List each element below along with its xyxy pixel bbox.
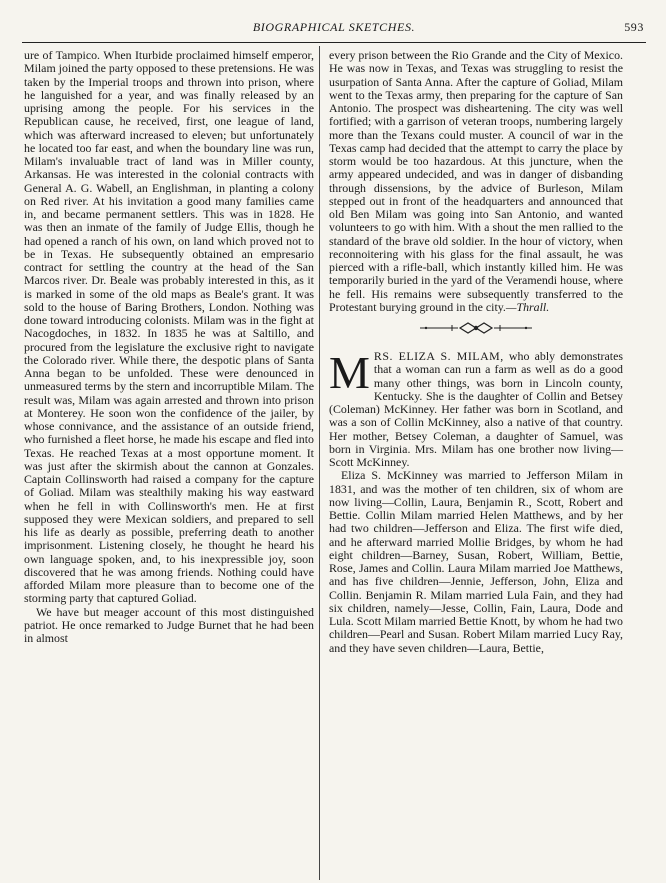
running-header [24,20,644,38]
section-name: RS. ELIZA S. MILAM, [373,349,504,363]
left-column [24,49,314,645]
left-paragraph-2: We have but meager account of this most distinguished patriot. He once remarked to Judge Burnet that he had been in almost [24,604,314,645]
drop-cap: M [329,347,370,398]
section-paragraph-2: Eliza S. McKinney was married to Jefferson Milam in 1831, and was the mother of ten children, six of whom are now living—Collin, Laura, Benjamin R., Scott, Robert and Bettie. Collin Milam married Helen Matthews, and by her had two children—Jefferson and Eliza. The first wife died, and he afterward married Mollie Bridges, by whom he had eight children—Barney, Susan, Robert, William, Bettie, Rose, James and Collin. Laura Milam married Joe Matthews, and has five children—Jennie, Jefferson, John, Eliza and Collin. Benjamin R. Milam married Lula Fain, and they had six children, namely—Jesse, Collin, Fain, Laura, Dode and Lula. Scott Milam married Bettie Knott, by whom he had two children—Pearl and Susan. Robert Milam married Lucy Ray, and they have seven children—Laura, Bettie, [329,468,623,655]
section-paragraph-1 [329,347,623,469]
section-paragraph-1-rest: who ably demonstrates that a woman can run a farm as well as do a good many other things, was born in Lincoln county, Kentucky. She is the daughter of Collin and Betsey (Coleman) McKinney. Her father was born in Scotland, and was a son of Collin McKinney, also a native of that country. Her mother, Betsey Coleman, a daughter of Samuel, was born in Virginia. Mrs. Milam has one brother now living—Scott McKinney. [329,349,623,469]
decorative-scroll-ornament-icon [329,322,623,336]
column-divider [319,46,320,880]
right-column [329,49,623,655]
right-paragraph-1 [329,49,623,314]
attribution: —Thrall. [505,299,550,314]
header-rule [22,42,646,43]
page-number: 593 [624,20,644,34]
running-title: BIOGRAPHICAL SKETCHES. [252,20,416,34]
left-paragraph-1: ure of Tampico. When Iturbide proclaimed himself emperor, Milam joined the party opposed to these pretensions. He was taken by the Imperial troops and thrown into prison, where he languished for a year, and was finally released by an uprising among the people. For his services in the Republican cause, he received, first, one league of land, which was afterward increased to eleven; but unfortunately he located too far east, and when the boundary line was run, Milam's invaluable tract of land was in Miller county, Arkansas. He was interested in the colonial contracts with General A. G. Wabell, an Englishman, in planting a colony on Red river. At his invitation a good many families came in, and became permanent settlers. This was in 1828. He was then an inmate of the family of Judge Ellis, though he had opened a ranch of his own, on land which proved not to be in Texas. He subsequently obtained an empresario contract for settling the country at the head of the San Marcos river. Dr. Beale was probably interested in this, as it is marked in some of the old maps as Beale's grant. It was sold to the house of Baring Brothers, London. Nothing was done toward introducing colonists. Milam was in the fight at Nacogdoches, in 1832. In 1835 he was at Saltillo, and procured from the legislature the exclusive right to navigate the Colorado river. While there, the despotic plans of Santa Anna began to be unfolded. These were denounced in unmeasured terms by the stern and incorruptible Milam. The result was, Milam was again arrested and thrown into prison at Monterey. He soon won the confidence of the jailer, by whose connivance, and the assistance of an outside friend, who furnished a fleet horse, he made his escape and fled into Texas. He reached Texas at a most opportune moment. It was just after the skirmish about the cannon at Gonzales. Captain Collinsworth had raised a company for the capture of Goliad. Milam was stealthily making his way eastward when he fell in with Collinsworth's men. He at first supposed they were Mexican soldiers, and prepared to sell his life as dearly as possible, preferring death to another imprisonment. Listening closely, he thought he heard his own language spoken, and, to his inexpressible joy, soon discovered that he was among friends. Nothing could have afforded Milam more pleasure than to become one of the storming party that captured Goliad. [24,48,314,606]
right-paragraph-1-text: every prison between the Rio Grande and the City of Mexico. He was now in Texas, and Texas was struggling to resist the usurpation of Santa Anna. After the capture of Goliad, Milam went to the Texas army, then preparing for the capture of San Antonio. The prospect was disheartening. The city was well fortified; with a garrison of veteran troops, numbering largely more than the Texans could muster. A council of war in the Texas camp had decided that the attempt to carry the place by storm would be too hazardous. At this juncture, when the army appeared undecided, and was in danger of disbanding through dissensions, by the advice of Burleson, Milam stepped out in front of the headquarters and announced that old Ben Milam was going into San Antonio, and wanted volunteers to go with him. With a shout the men rallied to the standard of the brave old soldier. In the hour of victory, when reconnoitering with his glass for the final assault, he was pierced with a rifle-ball, which instantly killed him. He was temporarily buried in the yard of the Veramendi house, where he fell. His remains were subsequently transferred to the Protestant burying ground in the city. [329,48,623,314]
